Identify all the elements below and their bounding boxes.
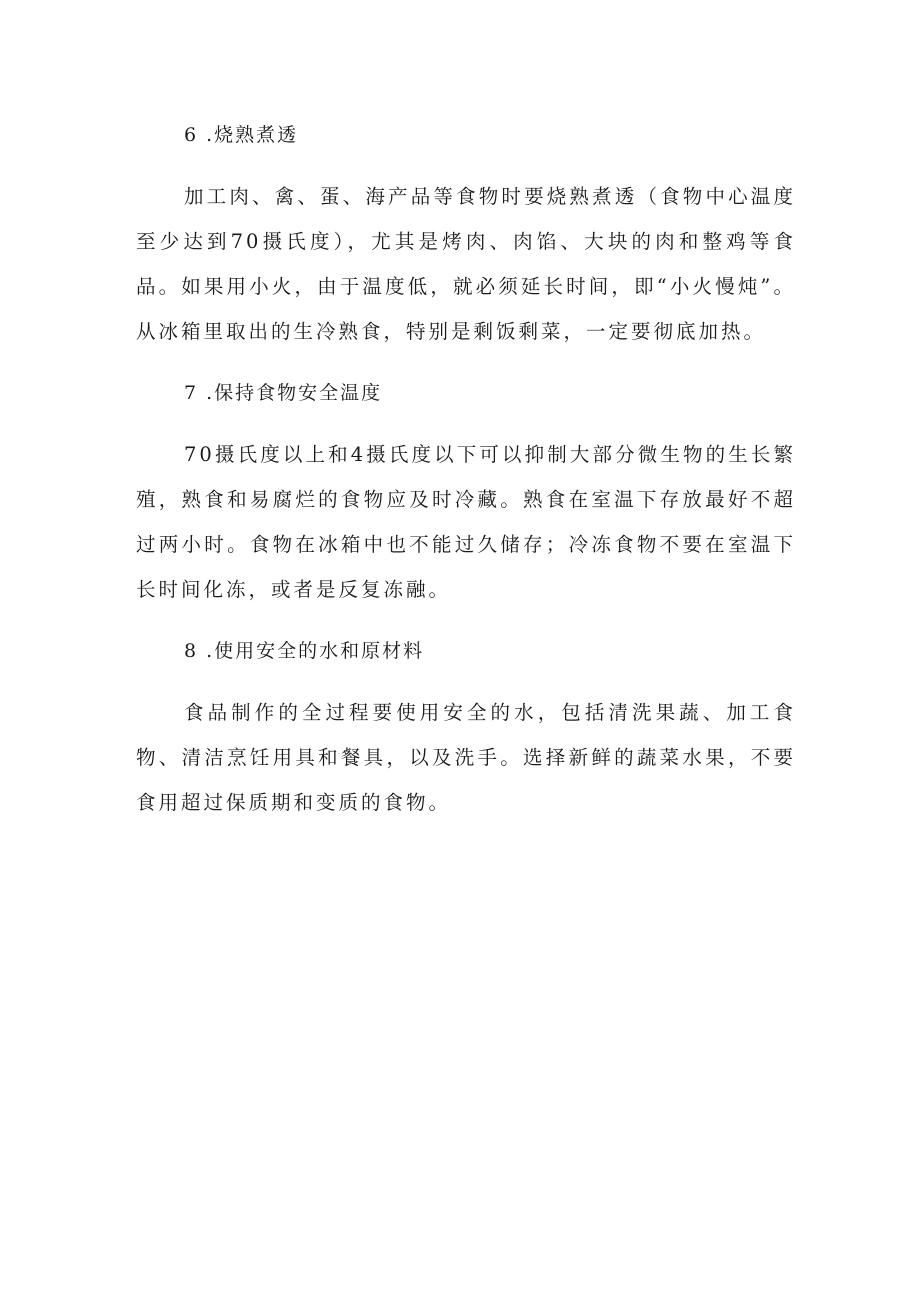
document-body (136, 118, 796, 825)
section-6-paragraph: 加工肉、禽、蛋、海产品等食物时要烧熟煮透（食物中心温度至少达到70摄氏度），尤其是烤肉、肉馅、大块的肉和整鸡等食品。如果用小火，由于温度低，就必须延长时间，即“小火慢炖”。从冰箱里取出的生冷熟食，特别是剩饭剩菜，一定要彻底加热。 (136, 185, 796, 343)
section-7-paragraph: 70摄氏度以上和4摄氏度以下可以抑制大部分微生物的生长繁殖，熟食和易腐烂的食物应及时冷藏。熟食在室温下存放最好不超过两小时。食物在冰箱中也不能过久储存；冷冻食物不要在室温下长时间化冻，或者是反复冻融。 (136, 443, 796, 601)
section-7-heading: 7 .保持食物安全温度 (184, 382, 383, 404)
section-8-heading: 8 .使用安全的水和原材料 (184, 640, 425, 662)
section-8-paragraph: 食品制作的全过程要使用安全的水，包括清洗果蔬、加工食物、清洁烹饪用具和餐具，以及洗手。选择新鲜的蔬菜水果，不要食用超过保质期和变质的食物。 (136, 701, 796, 814)
section-6-heading: 6 .烧熟煮透 (184, 124, 299, 146)
